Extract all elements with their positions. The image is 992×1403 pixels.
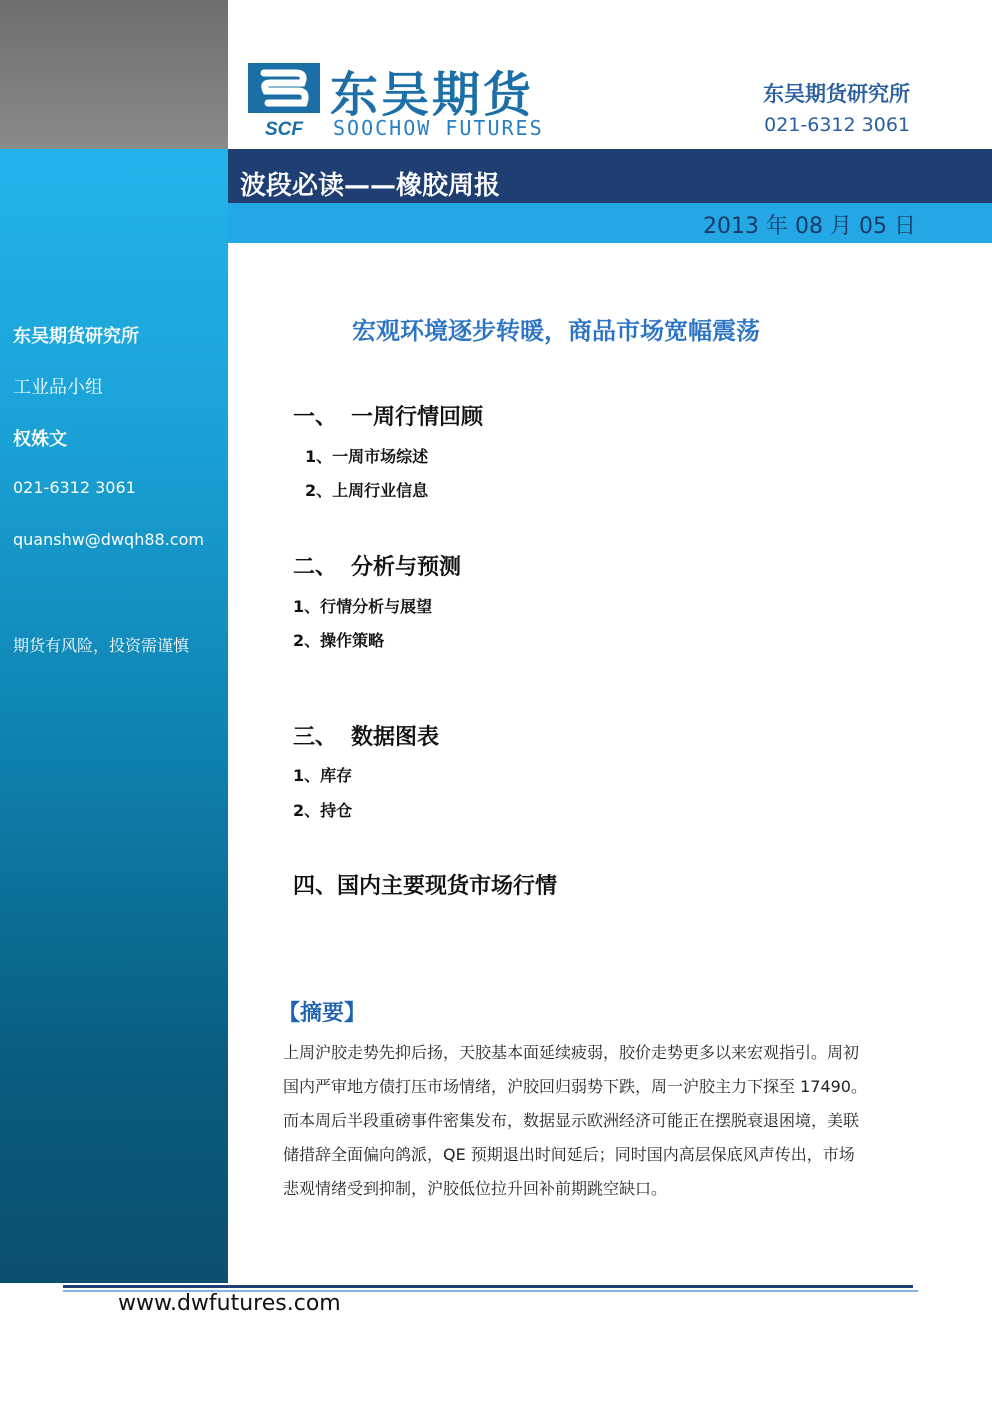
sidebar [0,149,228,1283]
toc-item[interactable]: 2、持仓 [293,801,353,820]
sidebar-group: 工业品小组 [13,377,103,398]
abstract-line: 悲观情绪受到抑制，沪胶低位拉升回补前期跳空缺口。 [283,1179,668,1198]
toc-item[interactable]: 2、上周行业信息 [305,481,429,500]
abstract-line: 而本周后半段重磅事件密集发布，数据显示欧洲经济可能正在摆脱衰退困境，美联 [283,1111,860,1130]
toc-item[interactable]: 1、行情分析与展望 [293,597,433,616]
sidebar-risk-notice: 期货有风险，投资需谨慎 [13,636,190,655]
report-title: 波段必读——橡胶周报 [240,171,501,201]
sidebar-org: 东吴期货研究所 [13,326,139,347]
section-title: 四、国内主要现货市场行情 [293,874,558,899]
section-number: 一、 [293,405,338,430]
abstract-body [283,1036,913,1206]
toc-item[interactable]: 1、库存 [293,766,353,785]
header-org: 东吴期货研究所 [763,82,910,106]
logo-chinese-name: 东吴期货 [330,67,535,123]
main-heading: 宏观环境逐步转暖，商品市场宽幅震荡 [352,317,760,345]
toc-item[interactable]: 1、一周市场综述 [305,447,429,466]
abstract-label: 【摘要】 [278,1001,367,1026]
section-number: 二、 [293,555,338,580]
report-date: 2013 年 08 月 05 日 [703,214,916,239]
section-heading [293,869,557,900]
section-title: 数据图表 [351,725,440,750]
section-title: 分析与预测 [351,555,462,580]
company-logo-icon [248,63,320,139]
section-title: 一周行情回顾 [351,405,484,430]
toc-item[interactable]: 2、操作策略 [293,631,385,650]
section-heading [293,720,439,751]
footer-divider [63,1285,913,1288]
footer-url[interactable]: www.dwfutures.com [118,1291,341,1316]
sidebar-email[interactable]: quanshw@dwqh88.com [13,530,204,549]
abstract-line: 储措辞全面偏向鸽派，QE 预期退出时间延后；同时国内高层保底风声传出，市场 [283,1145,855,1164]
section-number: 三、 [293,725,338,750]
sidebar-phone: 021-6312 3061 [13,478,136,497]
sidebar-author: 权姝文 [13,429,67,450]
header-phone: 021-6312 3061 [764,114,910,136]
logo-english-name: SOOCHOW FUTURES [333,116,544,140]
abstract-line: 上周沪胶走势先抑后扬，天胶基本面延续疲弱，胶价走势更多以来宏观指引。周初 [283,1043,860,1062]
section-heading [293,550,461,581]
corner-block [0,0,228,149]
logo-mark-text: SCF [265,119,303,139]
section-heading [293,400,483,431]
abstract-line: 国内严审地方债打压市场情绪，沪胶回归弱势下跌，周一沪胶主力下探至 17490。 [283,1077,867,1096]
